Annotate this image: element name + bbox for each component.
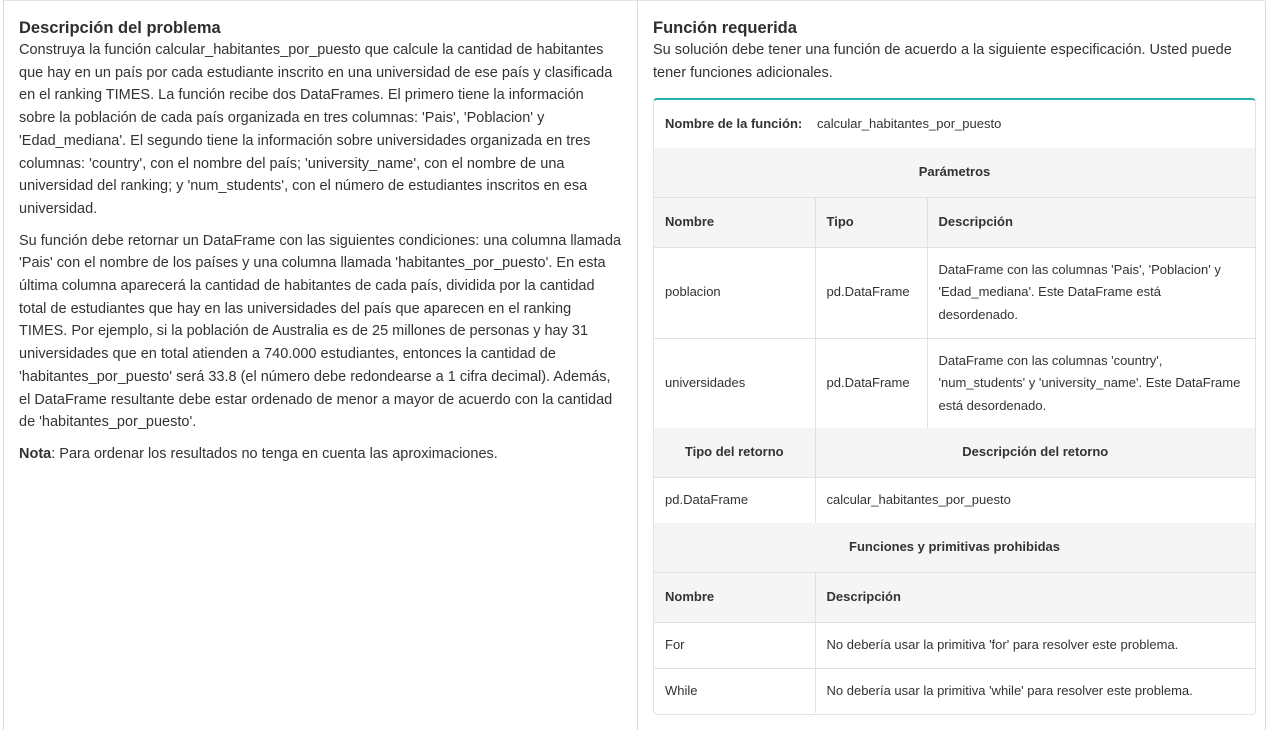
- param-name: poblacion: [654, 247, 815, 338]
- problem-description-section: [19, 17, 623, 475]
- problem-note: [19, 443, 623, 466]
- required-function-intro: Su solución debe tener una función de acuerdo a la siguiente especificación. Usted puede tener funciones adicionales.: [653, 42, 1232, 81]
- parameters-header: Parámetros: [918, 164, 991, 179]
- note-label: Nota: [19, 445, 52, 462]
- table-row: [654, 622, 1255, 668]
- required-function-title: Función requerida: [653, 19, 797, 37]
- return-type-value: pd.DataFrame: [654, 477, 815, 523]
- problem-paragraph-2: Su función debe retornar un DataFrame con las siguientes condiciones: una columna llamada 'Pais' con el nombre de los países y una columna llamada 'habitantes_por_puesto'. En esta última columna aparecerá la cantidad de habitantes de cada país, dividida por la cantidad total de estudiantes que hay en las universidades del país que aparecen en el ranking TIMES. Por ejemplo, si la población de Australia es de 25 millones de personas y hay 31 universidades que en total atienden a 740.000 estudiantes, entonces la cantidad de 'habitantes_por_puesto' será 33.8 (el número debe redondearse a 1 cifra decimal). Además, el DataFrame resultante debe estar ordenado de menor a mayor de acuerdo con la cantidad de 'habitantes_por_puesto'.: [19, 232, 622, 431]
- table-row: [654, 477, 1255, 523]
- function-spec-table: [653, 98, 1256, 715]
- param-type: pd.DataFrame: [815, 247, 927, 338]
- prohibited-name: While: [654, 668, 815, 713]
- param-name: universidades: [654, 338, 815, 428]
- param-col-name: Nombre: [654, 197, 815, 247]
- function-name-label: Nombre de la función:: [665, 115, 803, 131]
- table-row: [654, 338, 1255, 428]
- return-desc-value: calcular_habitantes_por_puesto: [815, 477, 1255, 523]
- problem-paragraph-1: Construya la función calcular_habitantes_por_puesto que calcule la cantidad de habitantes que hay en un país por cada estudiante inscrito en una universidad de ese país y clasificada en el ranking TIMES. La función recibe dos DataFrames. El primero tiene la información sobre la población de cada país organizada en tres columnas: 'Pais', 'Poblacion' y 'Edad_mediana'. El segundo tiene la información sobre universidades organizada en tres columnas: 'country', con el nombre del país; 'university_name', con el nombre de una universidad del ranking; y 'num_students', con el número de estudiantes inscritos en esa universidad.: [19, 42, 613, 217]
- prohibited-col-desc: Descripción: [815, 572, 1255, 622]
- return-desc-header: Descripción del retorno: [962, 444, 1109, 459]
- prohibited-col-name: Nombre: [654, 572, 815, 622]
- param-type: pd.DataFrame: [815, 338, 927, 428]
- prohibited-header: Funciones y primitivas prohibidas: [849, 539, 1060, 554]
- param-desc: DataFrame con las columnas 'country', 'num_students' y 'university_name'. Este DataFrame está desordenado.: [927, 338, 1255, 428]
- prohibited-desc: No debería usar la primitiva 'while' para resolver este problema.: [815, 668, 1255, 713]
- table-row: [654, 668, 1255, 713]
- column-divider: [637, 0, 638, 730]
- prohibited-desc: No debería usar la primitiva 'for' para resolver este problema.: [815, 622, 1255, 668]
- function-name-value: calcular_habitantes_por_puesto: [817, 115, 1002, 131]
- note-text: : Para ordenar los resultados no tenga en cuenta las aproximaciones.: [51, 445, 498, 462]
- required-function-section: [653, 17, 1257, 84]
- param-col-type: Tipo: [815, 197, 927, 247]
- table-row: [654, 247, 1255, 338]
- prohibited-name: For: [654, 622, 815, 668]
- return-type-header: Tipo del retorno: [654, 428, 815, 477]
- param-col-desc: Descripción: [927, 197, 1255, 247]
- problem-description-title: Descripción del problema: [19, 19, 221, 37]
- param-desc: DataFrame con las columnas 'Pais', 'Poblacion' y 'Edad_mediana'. Este DataFrame está desordenado.: [927, 247, 1255, 338]
